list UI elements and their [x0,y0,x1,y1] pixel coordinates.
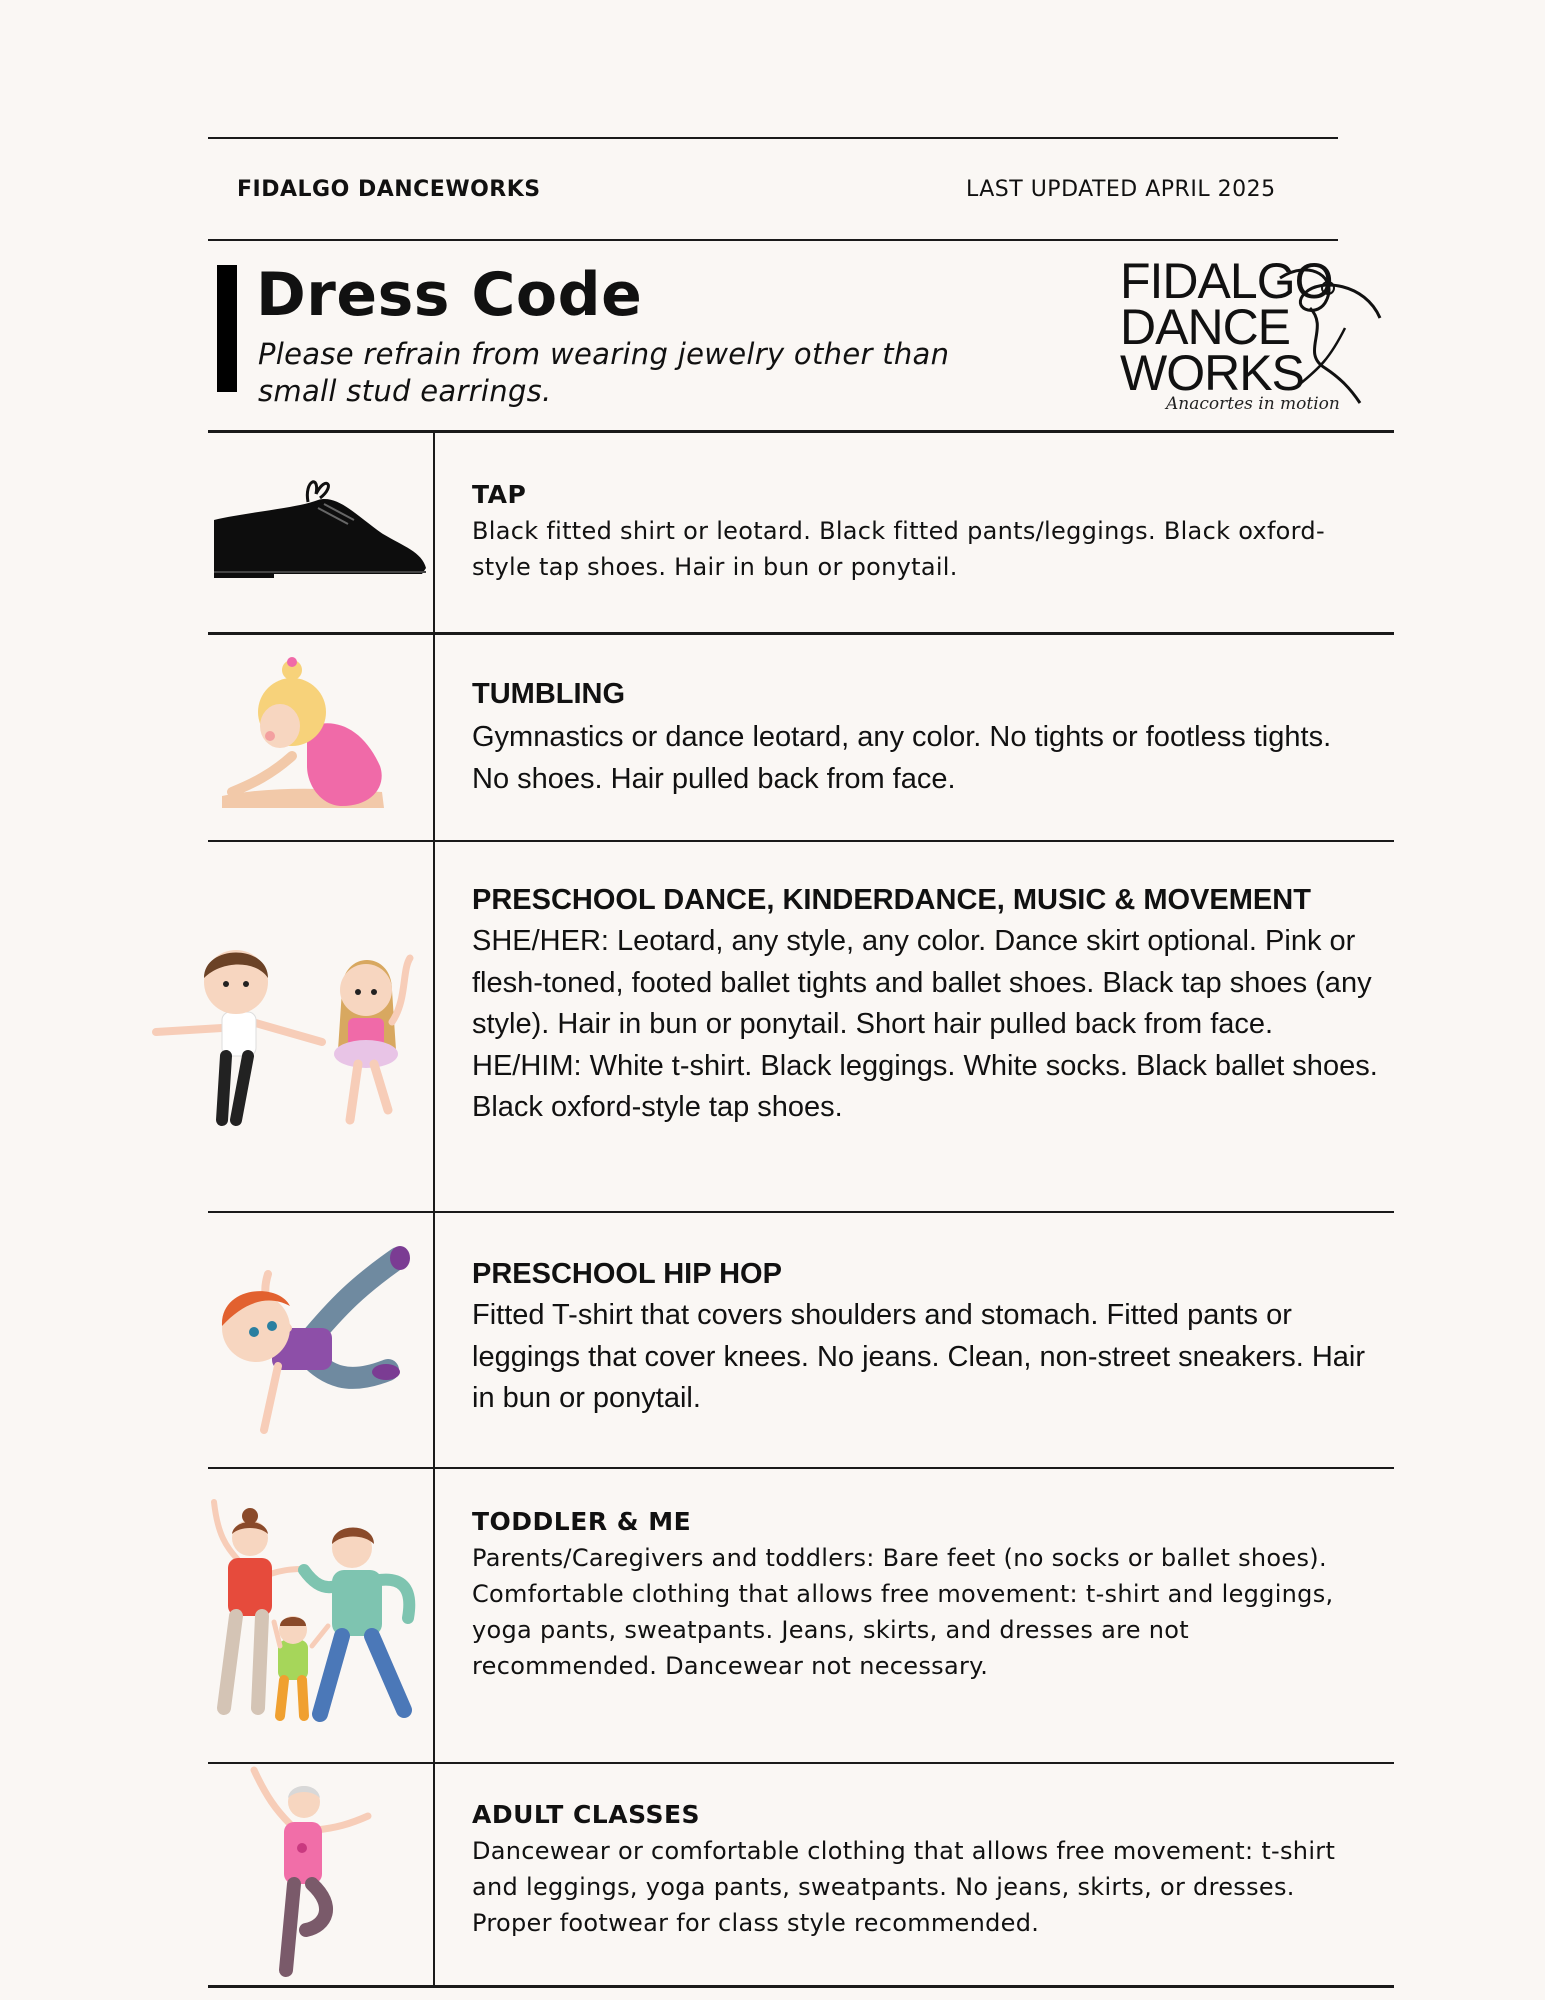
logo-line-1: FIDALGO [1120,253,1333,309]
tap-shoe-icon [208,472,430,584]
row-divider [208,632,1394,635]
logo-dancer-swirl-icon [1270,258,1400,408]
logo-line-3: WORKS [1120,345,1304,401]
tap-heading: TAP [472,480,527,509]
page-title: Dress Code [256,260,643,330]
preschool-dancers-icon [152,930,414,1130]
title-accent-bar [217,265,237,392]
hip-hop-description: Fitted T-shirt that covers shoulders and stomach. Fitted pants or leggings that cover knees. No jeans. Clean, non-street sneakers. Hair in bun or ponytail. [472,1299,1366,1414]
toddler-description: Parents/Caregivers and toddlers: Bare feet (no socks or ballet shoes). Comfortable clothing that allows free movement: t-shirt and leggings, yoga pants, sweatpants. Jeans, skirts, and dresses are not recommended. Dancewear not necessary. [472,1544,1334,1680]
table-bottom-rule [208,1985,1394,1988]
preschool-dance-she-her: SHE/HER: Leotard, any style, any color. Dance skirt optional. Pink or flesh-toned, footed ballet tights and ballet shoes. Black tap shoes (any style). Hair in bun or ponytail. Short hair pulled back from face. [472,925,1372,1040]
family-dancing-icon [208,1498,420,1730]
hip-hop-kid-icon [208,1246,412,1446]
hip-hop-heading: PRESCHOOL HIP HOP [472,1258,782,1290]
adult-description: Dancewear or comfortable clothing that allows free movement: t-shirt and leggings, yoga pants, sweatpants. No jeans, skirts, or dresses. Proper footwear for class style recommended. [472,1837,1336,1937]
table-column-divider [433,432,435,1987]
tap-description: Black fitted shirt or leotard. Black fitted pants/leggings. Black oxford-style tap shoes. Hair in bun or ponytail. [472,517,1325,581]
page-subtitle: Please refrain from wearing jewelry other than small stud earrings. [258,337,950,408]
adult-heading: ADULT CLASSES [472,1800,701,1829]
tumbling-girl-icon [212,656,392,816]
header-top-rule [208,137,1338,139]
tumbling-heading: TUMBLING [472,678,626,710]
header-org-name: FIDALGO DANCEWORKS [237,177,541,202]
row-divider [208,1211,1394,1213]
logo [1120,253,1390,423]
preschool-dance-heading: PRESCHOOL DANCE, KINDERDANCE, MUSIC & MOVEMENT [472,884,1311,916]
row-divider [208,1467,1394,1469]
tumbling-description: Gymnastics or dance leotard, any color. No tights or footless tights. No shoes. Hair pulled back from face. [472,721,1332,795]
toddler-heading: TODDLER & ME [472,1507,692,1536]
header-bottom-rule [208,239,1338,241]
logo-tagline: Anacortes in motion [1166,394,1340,414]
row-divider [208,1762,1394,1764]
row-divider [208,840,1394,842]
adult-dancer-icon [246,1766,376,1982]
table-top-rule [208,430,1394,433]
logo-line-2: DANCE [1120,299,1291,355]
header-last-updated: LAST UPDATED APRIL 2025 [966,177,1276,202]
preschool-dance-he-him: HE/HIM: White t-shirt. Black leggings. White socks. Black ballet shoes. Black oxford-style tap shoes. [472,1049,1378,1123]
